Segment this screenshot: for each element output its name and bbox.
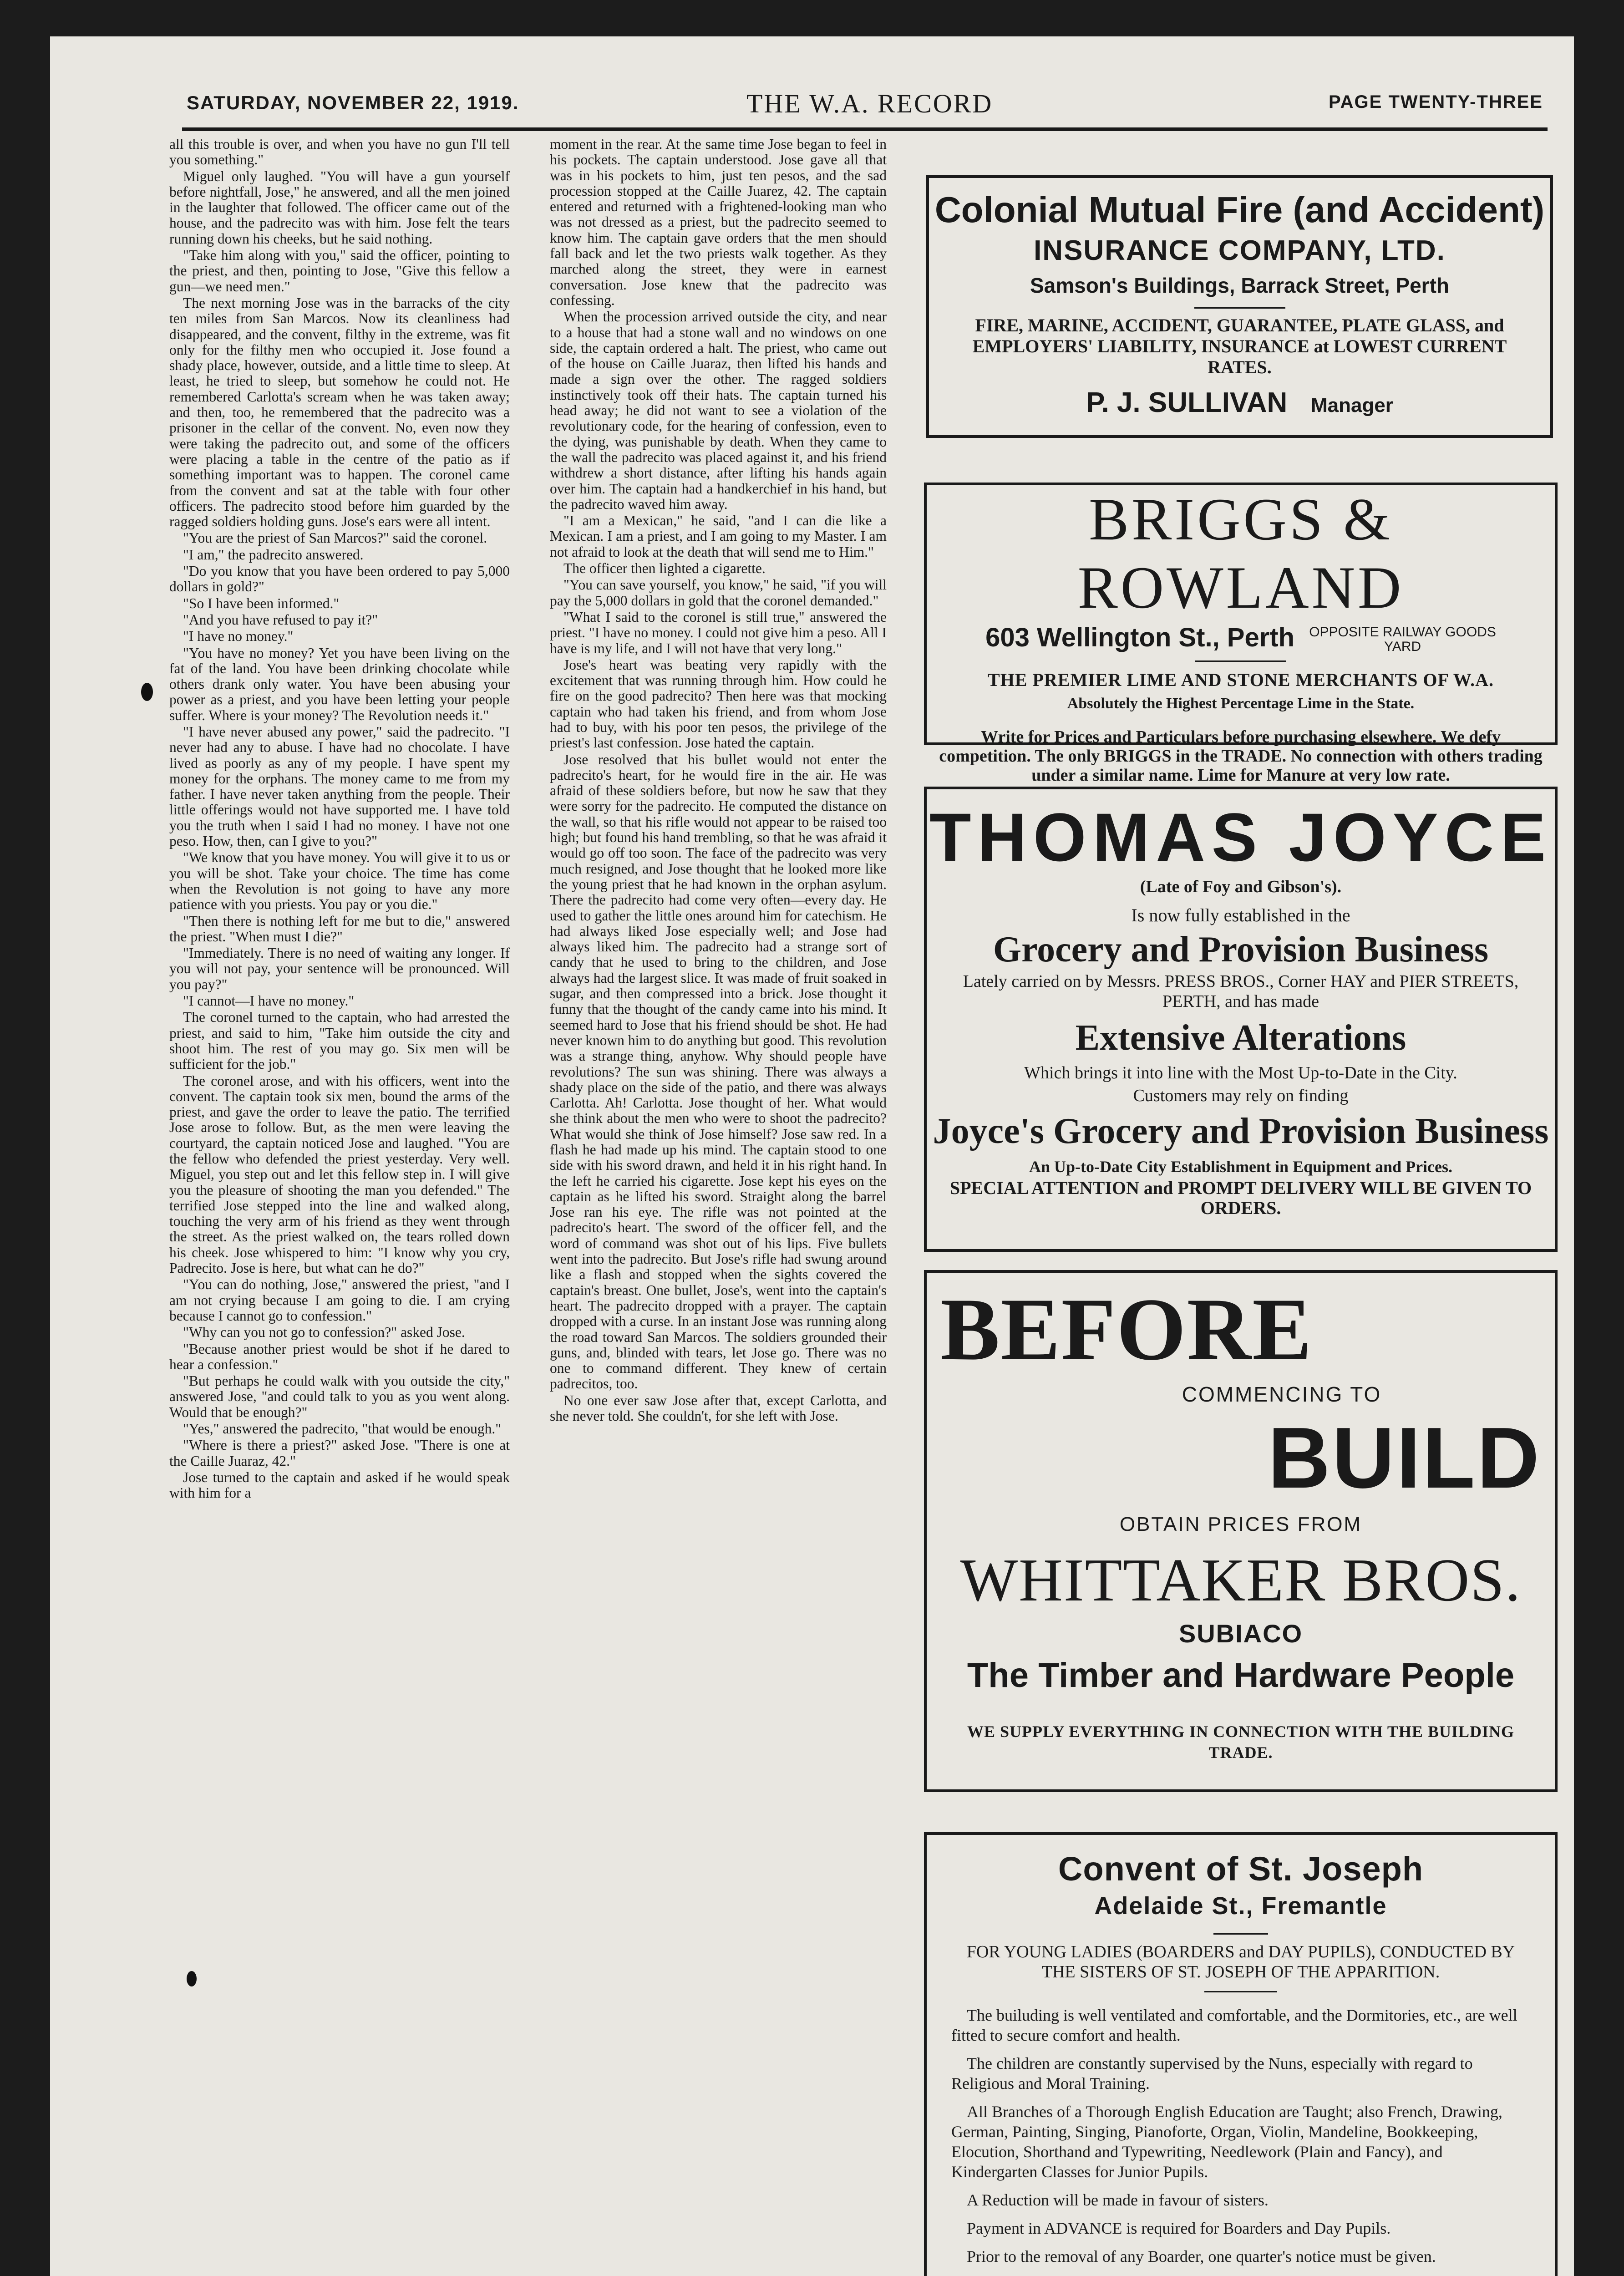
ad-briggs-tagline2: Absolutely the Highest Percentage Lime in the State. <box>1067 695 1415 712</box>
story-paragraph: "Yes," answered the padrecito, "that would be enough." <box>183 1421 502 1437</box>
ad-briggs-address-line <box>927 622 1555 654</box>
story-paragraph: "I have no money." <box>183 628 294 645</box>
ad-colonial-manager-label: Manager <box>1310 394 1393 417</box>
ad-convent-rule <box>1213 1933 1268 1935</box>
story-paragraph: "Because another priest would be shot if he dared to hear a confession." <box>169 1341 510 1372</box>
ad-joyce-carried: Lately carried on by Messrs. PRESS BROS., Corner HAY and PIER STREETS, PERTH, and has made <box>963 972 1519 1011</box>
story-paragraph: When the procession arrived outside the city, and near to a house that had a stone wall and no windows on one side, the captain ordered a halt. The priest, who came out of the house on Caille Juaraz, then lifted his hands and made a sign over the other. The ragged soldiers instinctively took off their hats. The captain turned his head away; he did not want to see a violation of the revolutionary code, for the hearing of confession, even to the dying, was punishable by death. When they came to the wall the padrecito was placed against it, and his friend withdrew a short distance, after lifting his hands again over him. The captain had a handkerchief in his hand, but the padrecito waved him away. <box>550 309 887 512</box>
story-paragraph: "You have no money? Yet you have been living on the fat of the land. You have been drinking chocolate while others drank only water. You have been abusing your power as a priest, and you have been letting your people suffer. Where is your money? The Revolution needs it." <box>169 645 510 723</box>
story-paragraph: "I am a Mexican," he said, "and I can die like a Mexican. I am a priest, and I am going to my Master. I am not afraid to look at the death that will send me to Him." <box>550 513 887 560</box>
ad-briggs-name: BRIGGS & ROWLAND <box>1077 486 1404 621</box>
newspaper-page <box>50 36 1574 2276</box>
story-paragraph: "Take him along with you," said the officer, pointing to the priest, and then, pointing to Jose, "Give this fellow a gun—we need men." <box>169 247 510 295</box>
story-column-middle <box>550 137 887 2276</box>
ad-convent-rule-2 <box>1204 1991 1277 1992</box>
story-paragraph: Jose resolved that his bullet would not enter the padrecito's heart, for he would fire in the air. He was afraid of these soldiers before, but now he saw that they were sorry for the padrecito. He computed the distance on the wall, so that his rifle would not appear to be raised too high; but found his hand trembling, so that he was afraid it would go off too soon. The face of the padrecito was very much resigned, and Jose thought that he looked more like the young priest that he had known in the orphan asylum. There the padrecito had come very often—every day. He used to gather the little ones around him for catechism. He had always liked Jose especially well; and Jose had always liked him. The padrecito had a strange sort of candy that he used to bring to the children, and Jose always had the largest slice. It was made of fruit soaked in sugar, and then compressed into a brick. Jose thought it funny that the thought of the candy came into his mind. It seemed hard to Jose that his friend should be shot. He had never known him to do anything but good. This revolution was a strange thing, anyhow. Why should people have revolutions? The sun was shining. There was always a shady place on the side of the patio, and there was always Carlotta. Ah! Carlotta. Jose thought of her. What would she think about the men who were to shoot the padrecito? What would she think of Jose himself? Jose saw red. In a flash he had made up his mind. The captain stood to one side with his sword drawn, and held it in his right hand. In the left he carried his cigarette. Jose kept his eyes on the captain as he lifted his sword. Straight along the barrel Jose ran his eye. The rifle was not pointed at the padrecito's heart. The sword of the officer fell, and the word of command was shot out of his lips. Five bullets went into the padrecito. But Jose's rifle had swung around like a flash and stopped when the sights covered the captain's breast. One bullet, Jose's, went into the captain's heart. The padrecito dropped with a prayer. The captain dropped with a curse. In an instant Jose was running along the road toward San Marcos. The soldiers grounded their guns, and, blinded with tears, let Jose go. There was no one to command different. They knew of certain padrecitos, too. <box>550 751 887 1392</box>
ad-convent-para: Payment in ADVANCE is required for Boarders and Day Pupils. <box>967 2219 1391 2237</box>
ad-joyce-name: THOMAS JOYCE <box>929 799 1553 875</box>
story-paragraph: "You are the priest of San Marcos?" said the coronel. <box>183 530 487 546</box>
story-paragraph: The next morning Jose was in the barracks of the city ten miles from San Marcos. Now its cleanliness had disappeared, and the convent, filthy in the extreme, was fit only for the filthy men who occupied it. Jose found a shady place, however, outside, and a little time to sleep. At least, he tried to sleep, but somehow he could not. He remembered Carlotta's scream when he was taken away; and then, too, he remembered that the padrecito was a prisoner in the cellar of the convent. No, even now they were taking the padrecito out, and some of the officers were placing a table in the centre of the patio as if something important was to happen. The coronel came from the convent and sat at the table with four other officers. The padrecito stood before him guarded by the ragged soldiers holding guns. Jose's ears were all intent. <box>169 295 510 530</box>
ad-whittaker-tagline: The Timber and Hardware People <box>967 1656 1515 1695</box>
ad-convent-para: All Branches of a Thorough English Education are Taught; also French, Drawing, German, Painting, Singing, Pianoforte, Organ, Violin, Mandeline, Bookkeeping, Elocution, Shorthand and Typewriting, Needlework (Plain and Fancy), and Kindergarten Classes for Junior Pupils. <box>951 2103 1502 2181</box>
ad-joyce-special: SPECIAL ATTENTION and PROMPT DELIVERY WILL BE GIVEN TO ORDERS. <box>949 1178 1532 1218</box>
story-paragraph: "But perhaps he could walk with you outside the city," answered Jose, "and could talk to you as you went along. Would that be enough?" <box>169 1373 510 1420</box>
story-paragraph: "What I said to the coronel is still true," answered the priest. "I have no money. I could not give him a peso. All I have is my life, and I will not have that very long." <box>550 609 887 656</box>
ad-briggs-address: 603 Wellington St., Perth <box>985 623 1295 652</box>
story-paragraph: No one ever saw Jose after that, except Carlotta, and she never told. She couldn't, for she left with Jose. <box>550 1392 887 1424</box>
ad-joyce-late: (Late of Foy and Gibson's). <box>1140 877 1342 896</box>
ad-convent-para: Prior to the removal of any Boarder, one quarter's notice must be given. <box>967 2247 1436 2266</box>
ad-joyce-customers: Customers may rely on finding <box>1133 1086 1349 1105</box>
ad-briggs-rule <box>1195 660 1286 662</box>
story-paragraph: The officer then lighted a cigarette. <box>563 560 766 577</box>
story-paragraph: "And you have refused to pay it?" <box>183 611 378 628</box>
story-paragraph: Jose turned to the captain and asked if he would speak with him for a <box>169 1469 510 1501</box>
ad-briggs-opposite <box>1309 625 1496 654</box>
story-paragraph: "We know that you have money. You will give it to us or you will be shot. Take your choice. The time has come when the Revolution is not going to have any more patience with you priests. You pay or you die." <box>169 849 510 913</box>
ad-colonial-manager-name: P. J. SULLIVAN <box>1086 387 1288 418</box>
ad-joyce-brings: Which brings it into line with the Most Up-to-Date in the City. <box>1024 1063 1457 1082</box>
ad-joyce-alterations: Extensive Alterations <box>1075 1018 1406 1058</box>
ad-colonial-rule <box>1194 307 1285 309</box>
ad-whittaker-bros <box>924 1270 1558 1792</box>
ad-whittaker-before: BEFORE <box>940 1280 1313 1379</box>
ad-thomas-joyce <box>924 787 1558 1252</box>
story-paragraph: "Why can you not go to confession?" asked Jose. <box>183 1324 465 1341</box>
story-paragraph: "I cannot—I have no money." <box>183 993 355 1009</box>
print-speck <box>141 683 153 701</box>
ad-whittaker-place: SUBIACO <box>1178 1619 1303 1648</box>
ad-colonial-title: Colonial Mutual Fire (and Accident) <box>934 189 1545 230</box>
story-paragraph: The coronel arose, and with his officers, went into the convent. The captain took six men, bound the arms of the priest, and gave the order to leave the patio. The terrified Jose arose to follow. But, as the men were leaving the courtyard, the captain noticed Jose and laughed. "You are the fellow who defended the priest yesterday. Very well. Miguel, you step out and let this fellow step in. I will give you the pleasure of shooting the man you defended." The terrified Jose stepped into the line and walked along, touching the very arm of his friend as they went through the street. As the priest walked on, the tears rolled down his cheek. Jose whispered to him: "I know why you cry, Padrecito. Jose is here, but what can he do?" <box>169 1072 510 1276</box>
ad-joyce-established: Is now fully established in the <box>1131 905 1350 925</box>
ad-convent-intro: FOR YOUNG LADIES (BOARDERS and DAY PUPILS), CONDUCTED BY THE SISTERS OF ST. JOSEPH OF THE APPARITION. <box>966 1942 1515 1981</box>
ad-convent-st-joseph <box>924 1832 1558 2276</box>
story-paragraph: Miguel only laughed. "You will have a gun yourself before nightfall, Jose," he answered, and all the men joined in the laughter that followed. The officer came out of the house, and the padrecito was with him. Jose felt the tears running down his cheeks, but he said nothing. <box>169 168 510 247</box>
ad-colonial-address: Samson's Buildings, Barrack Street, Perth <box>1030 274 1449 297</box>
ad-convent-para: The children are constantly supervised by the Nuns, especially with regard to Religious and Moral Training. <box>951 2054 1473 2093</box>
story-column-left <box>169 137 510 2276</box>
story-paragraph: "Where is there a priest?" asked Jose. "There is one at the Caille Juaraz, 42." <box>169 1437 510 1469</box>
story-paragraph: moment in the rear. At the same time Jose began to feel in his pockets. The captain understood. Jose gave all that was in his pockets to him, just ten pesos, and the sad procession stopped at the Caille Juarez, 42. The captain entered and returned with a frightened-looking man who was not dressed as a priest, but the padrecito seemed to know him. The captain gave orders that the men should fall back and let the two priests walk together. As they marched along the street, they were in earnest conversation. Jose knew that the padrecito was confessing. <box>550 136 887 308</box>
ad-convent-para: A Reduction will be made in favour of sisters. <box>967 2191 1269 2209</box>
story-paragraph: "Immediately. There is no need of waiting any longer. If you will not pay, your sentence will be pronounced. Will you pay?" <box>169 945 510 992</box>
ad-briggs-opposite-1: OPPOSITE RAILWAY GOODS <box>1309 624 1496 640</box>
ad-whittaker-obtain: OBTAIN PRICES FROM <box>1119 1513 1362 1535</box>
story-paragraph: "Do you know that you have been ordered to pay 5,000 dollars in gold?" <box>169 563 510 595</box>
header-date: SATURDAY, NOVEMBER 22, 1919. <box>187 92 519 113</box>
ad-whittaker-build: BUILD <box>1268 1410 1541 1506</box>
story-paragraph: "Then there is nothing left for me but to die," answered the priest. "When must I die?" <box>169 913 510 945</box>
story-paragraph: "I am," the padrecito answered. <box>183 546 364 563</box>
ad-convent-title: Convent of St. Joseph <box>1058 1850 1424 1888</box>
print-speck <box>187 1971 197 1986</box>
masthead-title: THE W.A. RECORD <box>746 89 993 118</box>
page-header <box>187 90 1543 123</box>
ad-whittaker-commencing: COMMENCING TO <box>1182 1382 1382 1406</box>
ad-joyce-joyces: Joyce's Grocery and Provision Business <box>933 1111 1549 1151</box>
ad-briggs-tagline: THE PREMIER LIME AND STONE MERCHANTS OF W.A. <box>988 669 1494 690</box>
story-paragraph: The coronel turned to the captain, who had arrested the priest, and said to him, "Take him outside the city and shoot him. The rest of you may go. Six men will be sufficient for the job." <box>169 1009 510 1072</box>
ad-convent-body <box>927 2005 1555 2276</box>
header-rule <box>182 127 1548 131</box>
ad-briggs-rowland <box>924 483 1558 785</box>
ad-briggs-opposite-2: YARD <box>1384 639 1421 654</box>
page-number: PAGE TWENTY-THREE <box>1328 92 1543 112</box>
ad-briggs-body: Write for Prices and Particulars before purchasing elsewhere. We defy competition. The only BRIGGS in the TRADE. No connection with others trading under a similar name. Lime for Manure at very low rate. <box>939 727 1543 785</box>
ad-convent-para: The builuding is well ventilated and comfortable, and the Dormitories, etc., are well fitted to secure comfort and health. <box>951 2006 1517 2044</box>
story-paragraph: all this trouble is over, and when you have no gun I'll tell you something." <box>169 136 510 168</box>
ad-colonial-mutual <box>926 175 1553 438</box>
ad-whittaker-supply: WE SUPPLY EVERYTHING IN CONNECTION WITH THE BUILDING TRADE. <box>967 1722 1514 1762</box>
story-paragraph: "I have never abused any power," said the padrecito. "I never had any to abuse. I have had no chocolate. I have lived as poorly as any of my people. I have spent my money for the orphans. The money came to me from my father. I have never taken anything from the people. Their little offerings would not have supported me. I have told you the truth when I said I had no money. I have not one peso. How, then, can I give to you?" <box>169 723 510 849</box>
story-paragraph: "You can save yourself, you know," he said, "if you will pay the 5,000 dollars in gold that the coronel demanded." <box>550 577 887 609</box>
ad-convent-address: Adelaide St., Fremantle <box>1094 1892 1387 1920</box>
ad-colonial-subtitle: INSURANCE COMPANY, LTD. <box>1034 235 1446 266</box>
ad-joyce-uptodate: An Up-to-Date City Establishment in Equipment and Prices. <box>1029 1158 1453 1176</box>
ad-colonial-manager <box>929 382 1550 426</box>
story-paragraph: Jose's heart was beating very rapidly with the excitement that was running through him. How could he fire on the good padrecito? Then here was that mocking captain who had taken his friend, and from whom Jose had to buy, with his poor ten pesos, the privilege of the priest's last confession. Jose hated the captain. <box>550 656 887 751</box>
ad-colonial-lines: FIRE, MARINE, ACCIDENT, GUARANTEE, PLATE GLASS, and EMPLOYERS' LIABILITY, INSURANCE at LOWEST CURRENT RATES. <box>972 315 1507 377</box>
story-paragraph: "You can do nothing, Jose," answered the priest, "and I am not crying because I am going to die. I am crying because I cannot go to confession." <box>169 1276 510 1324</box>
ad-joyce-business: Grocery and Provision Business <box>993 930 1489 970</box>
ad-whittaker-name: WHITTAKER BROS. <box>960 1546 1522 1614</box>
story-paragraph: "So I have been informed." <box>183 595 340 611</box>
